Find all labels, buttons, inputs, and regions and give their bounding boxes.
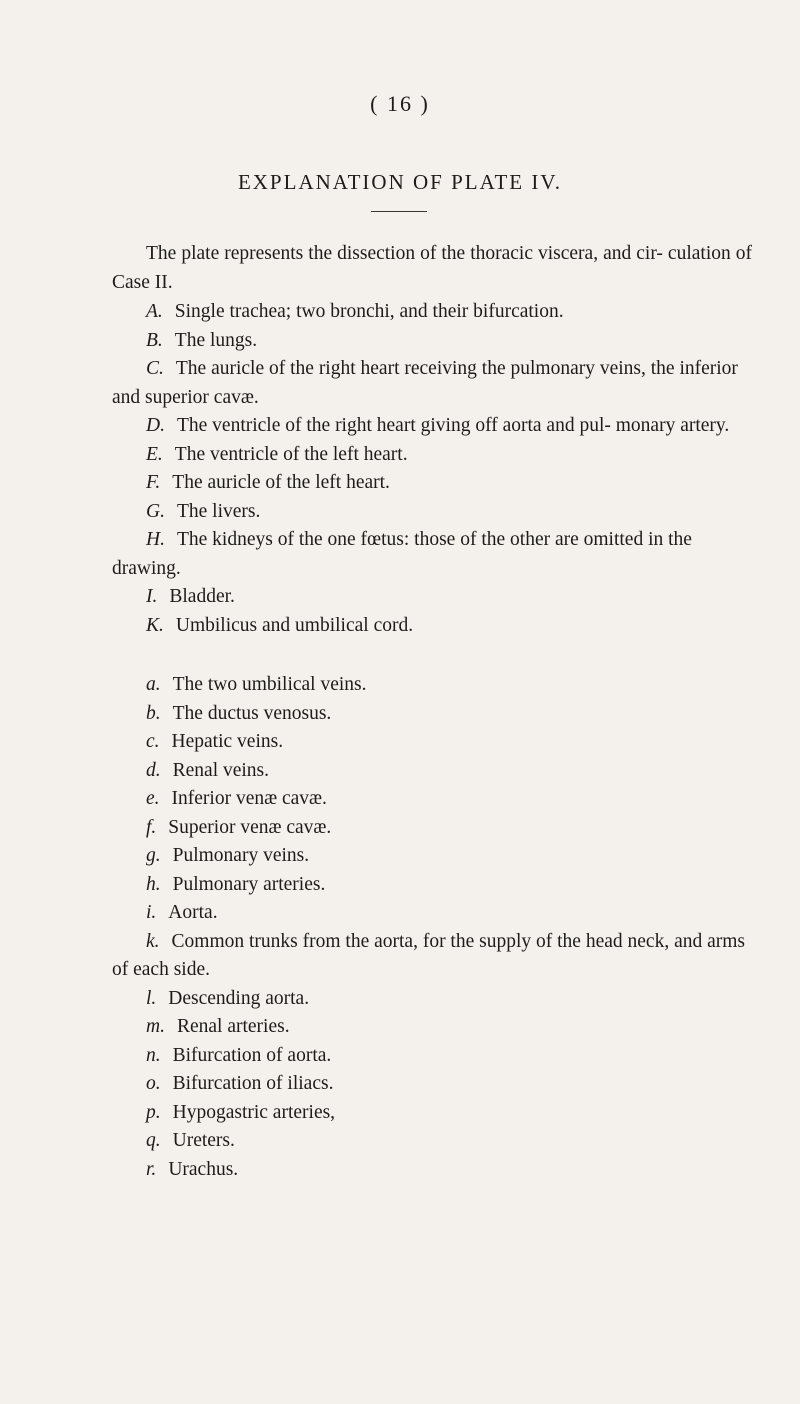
legend-text: Pulmonary veins. <box>172 845 310 866</box>
legend-letter: K. <box>146 614 164 636</box>
legend-text: The ventricle of the left heart. <box>174 443 408 465</box>
legend-item-l <box>112 985 752 1014</box>
legend-text: Inferior venæ cavæ. <box>171 788 327 809</box>
legend-letter: I. <box>146 586 158 607</box>
legend-item-A <box>112 298 752 327</box>
legend-text: The ventricle of the right heart giving off aorta and pul- monary artery. <box>176 415 730 436</box>
legend-letter: b. <box>146 702 161 724</box>
legend-item-K <box>112 612 752 641</box>
intro-paragraph: The plate represents the dissection of the thoracic viscera, and cir- culation of Case II. <box>112 243 752 293</box>
legend-letter: F. <box>146 472 161 493</box>
legend-letter: c. <box>146 731 160 752</box>
legend-text: The lungs. <box>174 329 258 351</box>
legend-item-I <box>112 583 752 612</box>
legend-text: The two umbilical veins. <box>172 674 367 695</box>
legend-text: Bifurcation of aorta. <box>172 1044 332 1066</box>
legend-letter: g. <box>146 845 161 866</box>
legend-text: Superior venæ cavæ. <box>168 816 332 838</box>
legend-letter: m. <box>146 1016 165 1037</box>
legend-item-i <box>112 899 752 928</box>
legend-item-d <box>112 757 752 786</box>
legend-item-r <box>112 1156 752 1185</box>
legend-text: The auricle of the right heart receiving the pulmonary veins, the inferior and superior cavæ. <box>112 358 738 408</box>
legend-item-D <box>112 412 752 441</box>
legend-letter: E. <box>146 443 163 465</box>
legend-letter: D. <box>146 415 165 436</box>
legend-letter: o. <box>146 1073 161 1094</box>
legend-item-H <box>112 526 752 583</box>
legend-item-k <box>112 928 752 985</box>
legend-item-b <box>112 700 752 729</box>
legend-letter: k. <box>146 930 160 952</box>
legend-text: Urachus. <box>168 1158 239 1180</box>
legend-item-E <box>112 441 752 470</box>
legend-text: Pulmonary arteries. <box>172 873 326 895</box>
legend-item-c <box>112 728 752 757</box>
legend-item-G <box>112 498 752 527</box>
legend-item-f <box>112 814 752 843</box>
upper-legend-list <box>112 298 752 640</box>
legend-letter: l. <box>146 987 157 1009</box>
legend-item-h <box>112 871 752 900</box>
legend-item-n <box>112 1042 752 1071</box>
legend-text: Descending aorta. <box>168 987 310 1009</box>
page-title: EXPLANATION OF PLATE IV. <box>237 170 563 194</box>
legend-letter: p. <box>146 1101 161 1123</box>
legend-letter: C. <box>146 358 164 379</box>
legend-text: Hepatic veins. <box>171 731 284 752</box>
legend-text: The auricle of the left heart. <box>172 472 390 493</box>
legend-item-q <box>112 1127 752 1156</box>
page-number: ( 16 ) <box>370 91 430 116</box>
legend-item-e <box>112 785 752 814</box>
legend-item-p <box>112 1099 752 1128</box>
legend-letter: B. <box>146 329 163 351</box>
legend-item-C <box>112 355 752 412</box>
legend-item-B <box>112 327 752 356</box>
legend-item-m <box>112 1013 752 1042</box>
legend-item-F <box>112 469 752 498</box>
legend-text: The kidneys of the one fœtus: those of the other are omitted in the drawing. <box>112 529 692 579</box>
legend-letter: a. <box>146 674 161 695</box>
legend-text: The ductus venosus. <box>172 702 332 724</box>
legend-letter: f. <box>146 816 157 838</box>
legend-letter: d. <box>146 759 161 781</box>
legend-text: Aorta. <box>168 902 218 923</box>
legend-letter: A. <box>146 301 163 322</box>
legend-letter: e. <box>146 788 160 809</box>
legend-letter: r. <box>146 1158 157 1180</box>
legend-letter: n. <box>146 1044 161 1066</box>
legend-text: Bifurcation of iliacs. <box>172 1073 334 1094</box>
legend-letter: i. <box>146 902 157 923</box>
legend-letter: q. <box>146 1130 161 1151</box>
legend-text: Hypogastric arteries, <box>172 1101 336 1123</box>
legend-item-o <box>112 1070 752 1099</box>
legend-text: Common trunks from the aorta, for the supply of the head neck, and arms of each side. <box>112 930 746 980</box>
legend-text: Renal arteries. <box>176 1016 290 1037</box>
title-divider <box>371 211 427 212</box>
legend-letter: h. <box>146 873 161 895</box>
legend-text: Bladder. <box>169 586 235 607</box>
legend-item-g <box>112 842 752 871</box>
legend-text: Umbilicus and umbilical cord. <box>175 614 414 636</box>
legend-text: Single trachea; two bronchi, and their bifurcation. <box>174 301 564 322</box>
legend-letter: H. <box>146 529 165 550</box>
legend-item-a <box>112 671 752 700</box>
legend-text: The livers. <box>176 500 261 522</box>
legend-letter: G. <box>146 500 165 522</box>
legend-text: Ureters. <box>172 1130 235 1151</box>
legend-text: Renal veins. <box>172 759 270 781</box>
lower-legend-list <box>112 671 752 1184</box>
